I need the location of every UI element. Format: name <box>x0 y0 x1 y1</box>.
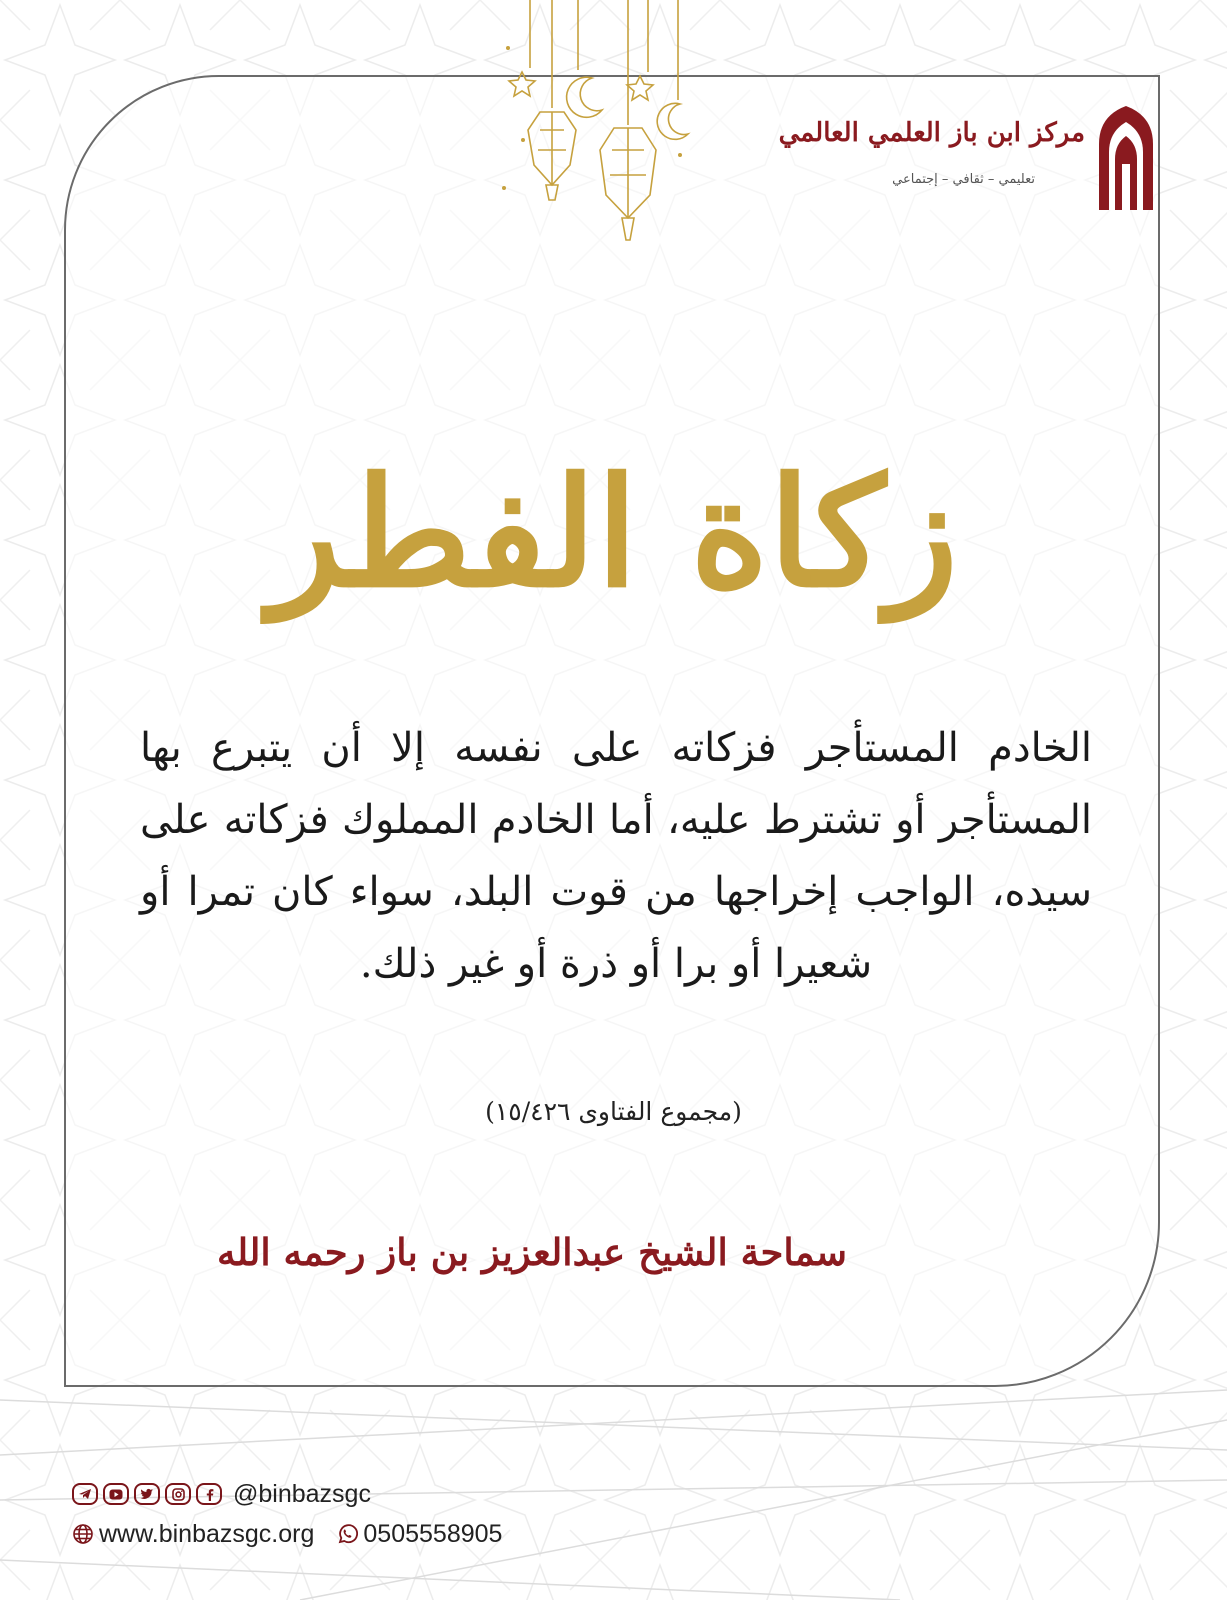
page-title: زكاة الفطر <box>268 445 959 621</box>
youtube-icon[interactable] <box>103 1483 129 1505</box>
website-text: www.binbazsgc.org <box>99 1519 315 1548</box>
mosque-arch-icon <box>1095 104 1157 210</box>
social-handle[interactable]: @binbazsgc <box>233 1479 371 1508</box>
phone-link[interactable] <box>336 1520 502 1549</box>
source-citation: (مجموع الفتاوى ١٥/٤٢٦) <box>485 1097 742 1126</box>
center-logo <box>780 100 1165 215</box>
instagram-icon[interactable] <box>165 1483 191 1505</box>
social-links <box>72 1474 371 1514</box>
website-link[interactable] <box>72 1520 314 1549</box>
whatsapp-icon <box>336 1523 358 1545</box>
logo-subtitle: تعليمي – ثقافي – إجتماعي <box>892 172 1035 187</box>
signature: سماحة الشيخ عبدالعزيز بن باز رحمه الله <box>217 1230 847 1274</box>
telegram-icon[interactable] <box>72 1483 98 1505</box>
fatwa-text: الخادم المستأجر فزكاته على نفسه إلا أن يتبرع بها المستأجر أو تشترط عليه، أما الخادم المملوك فزكاته على سيده، الواجب إخراجها من قوت البلد، سواء كان تمرا أو شعيرا أو برا أو ذرة أو غير ذلك. <box>140 725 1092 987</box>
facebook-icon[interactable] <box>196 1483 222 1505</box>
globe-icon <box>72 1523 94 1545</box>
contact-info <box>72 1514 502 1554</box>
logo-title: مركز ابن باز العلمي العالمي <box>778 118 1085 148</box>
phone-text: 0505558905 <box>363 1519 503 1548</box>
twitter-icon[interactable] <box>134 1483 160 1505</box>
lanterns-decoration <box>500 0 700 250</box>
